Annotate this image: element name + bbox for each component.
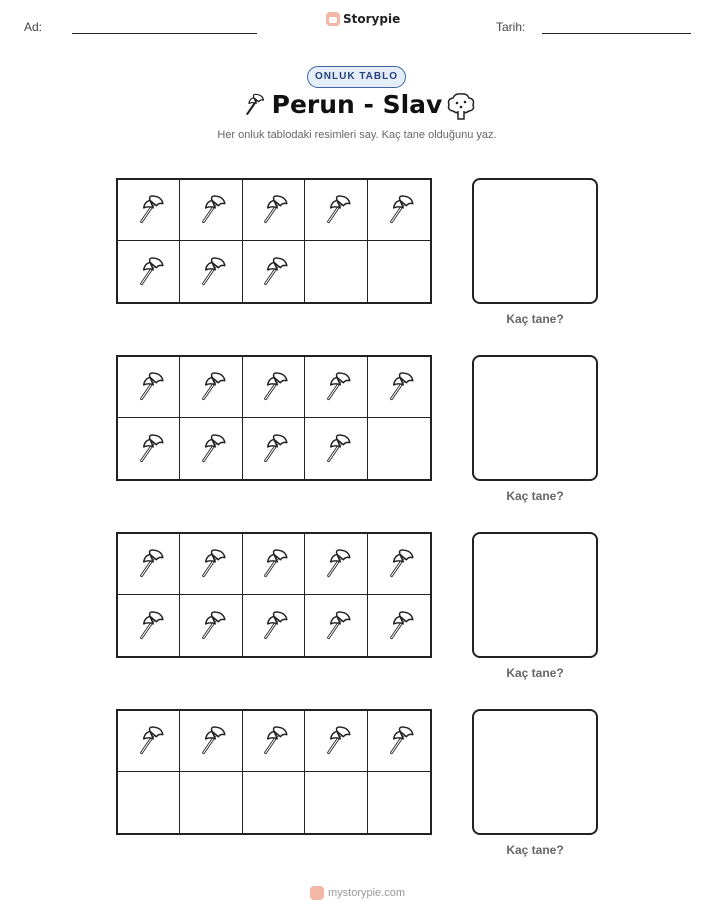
axe-icon (382, 193, 416, 227)
ten-frame-cell (118, 595, 180, 656)
axe-icon (256, 547, 290, 581)
footer (310, 886, 405, 900)
answer-label: Kaç tane? (506, 666, 564, 680)
ten-frame-cell (243, 357, 305, 418)
ten-frame-cell (305, 241, 367, 302)
footer-site: mystorypie.com (328, 887, 406, 899)
date-label: Tarih: (496, 20, 526, 34)
axe-icon (132, 370, 166, 404)
ten-frame-cell (118, 711, 180, 772)
ten-frame-cell (118, 772, 180, 833)
ten-frame-cell (180, 241, 242, 302)
ten-frame-cell (305, 180, 367, 241)
ten-frame-cell (368, 711, 430, 772)
ten-frame-cell (368, 180, 430, 241)
ten-frame (116, 355, 432, 481)
name-line[interactable] (72, 33, 257, 34)
axe-icon (256, 724, 290, 758)
ten-frame-cell (243, 241, 305, 302)
date-line[interactable] (542, 33, 691, 34)
worksheet-type-badge: ONLUK TABLO (307, 66, 406, 88)
ten-frame-cell (243, 534, 305, 595)
axe-icon (194, 255, 228, 289)
worksheet-title: Perun - Slav (271, 90, 443, 119)
ten-frame-cell (243, 772, 305, 833)
ten-frame-cell (243, 595, 305, 656)
axe-icon (194, 547, 228, 581)
axe-icon (256, 255, 290, 289)
ten-frame-cell (180, 534, 242, 595)
axe-icon (194, 432, 228, 466)
answer-box[interactable] (472, 355, 598, 481)
ten-frame-cell (368, 418, 430, 479)
storypie-mascot-icon (326, 12, 340, 26)
storypie-logo (326, 12, 400, 26)
brand-name: Storypie (343, 12, 401, 26)
axe-icon (132, 547, 166, 581)
axe-icon (132, 193, 166, 227)
instructions: Her onluk tablodaki resimleri say. Kaç tane olduğunu yaz. (217, 129, 497, 141)
ten-frame (116, 178, 432, 304)
axe-icon (256, 193, 290, 227)
answer-label: Kaç tane? (506, 489, 564, 503)
axe-icon (256, 432, 290, 466)
axe-icon (256, 609, 290, 643)
axe-icon (132, 255, 166, 289)
ten-frame-cell (305, 772, 367, 833)
ten-frame-cell (118, 241, 180, 302)
ten-frame-cell (118, 418, 180, 479)
ten-frame-cell (243, 180, 305, 241)
axe-icon (319, 432, 353, 466)
ten-frame-cell (180, 357, 242, 418)
ten-frame-cell (368, 241, 430, 302)
ten-frame-cell (243, 418, 305, 479)
ten-frame (116, 532, 432, 658)
axe-icon (319, 370, 353, 404)
ten-frame-cell (180, 418, 242, 479)
ten-frame (116, 709, 432, 835)
ten-frame-cell (305, 595, 367, 656)
answer-label: Kaç tane? (506, 312, 564, 326)
ten-frame-cell (180, 180, 242, 241)
answer-box[interactable] (472, 709, 598, 835)
axe-icon (382, 609, 416, 643)
answer-box[interactable] (472, 532, 598, 658)
ten-frame-cell (305, 357, 367, 418)
ten-frame-cell (243, 711, 305, 772)
axe-icon (194, 193, 228, 227)
axe-icon (194, 724, 228, 758)
ten-frame-cell (118, 180, 180, 241)
axe-icon (319, 193, 353, 227)
ten-frame-cell (180, 595, 242, 656)
axe-icon (382, 547, 416, 581)
name-label: Ad: (24, 20, 43, 34)
axe-icon (132, 432, 166, 466)
axe-icon (319, 547, 353, 581)
ten-frame-cell (368, 772, 430, 833)
axe-icon (132, 609, 166, 643)
ten-frame-cell (118, 534, 180, 595)
ten-frame-cell (305, 711, 367, 772)
axe-icon (132, 724, 166, 758)
answer-label: Kaç tane? (506, 843, 564, 857)
storypie-mascot-icon (310, 886, 324, 900)
ten-frame-cell (180, 711, 242, 772)
ten-frame-cell (368, 357, 430, 418)
axe-icon (382, 724, 416, 758)
ten-frame-cell (118, 357, 180, 418)
axe-icon (194, 609, 228, 643)
ten-frame-cell (368, 534, 430, 595)
answer-box[interactable] (472, 178, 598, 304)
axe-icon (256, 370, 290, 404)
title-oak-tree-icon (445, 90, 477, 122)
ten-frame-cell (305, 534, 367, 595)
axe-icon (319, 724, 353, 758)
axe-icon (382, 370, 416, 404)
axe-icon (319, 609, 353, 643)
ten-frame-cell (368, 595, 430, 656)
ten-frame-cell (305, 418, 367, 479)
ten-frame-cell (180, 772, 242, 833)
axe-icon (194, 370, 228, 404)
